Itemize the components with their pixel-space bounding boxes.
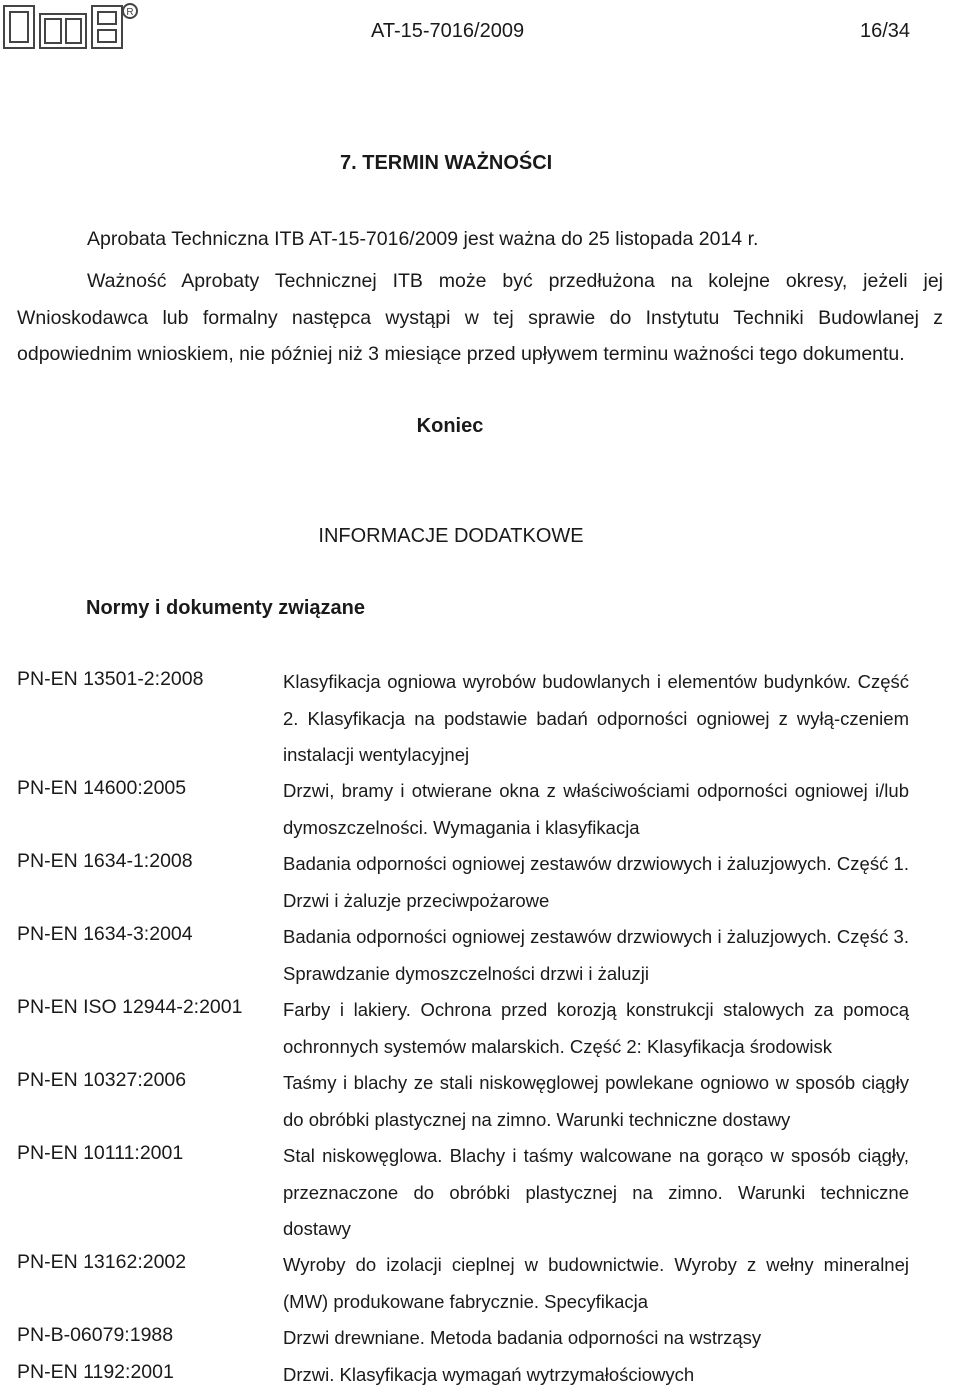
- norm-description: Farby i lakiery. Ochrona przed korozją konstrukcji stalowych za pomocą ochronnych systemów malarskich. Część 2: Klasyfikacja środowisk: [283, 999, 909, 1057]
- norm-code: PN-EN 13501-2:2008: [17, 668, 204, 690]
- norm-description: Klasyfikacja ogniowa wyrobów budowlanych i elementów budynków. Część 2. Klasyfikacja na podstawie badań odporności ogniowej z wyłą-czeniem instalacji wentylacyjnej: [283, 671, 909, 765]
- norm-code: PN-EN 14600:2005: [17, 777, 187, 799]
- validity-statement: Aprobata Techniczna ITB AT-15-7016/2009 jest ważna do 25 listopada 2014 r.: [87, 228, 759, 250]
- norm-description: Stal niskowęglowa. Blachy i taśmy walcowane na gorąco w sposób ciągły, przeznaczone do obróbki plastycznej na zimno. Warunki techniczne dostawy: [283, 1145, 909, 1239]
- norm-description: Drzwi, bramy i otwierane okna z właściwościami odporności ogniowej i/lub dymoszczelności. Wymagania i klasyfikacja: [283, 780, 909, 838]
- extension-paragraph: [17, 263, 943, 373]
- norm-code: PN-EN 1192:2001: [17, 1361, 174, 1383]
- norm-code: PN-EN ISO 12944-2:2001: [17, 996, 243, 1018]
- norm-code: PN-EN 1634-1:2008: [17, 850, 193, 872]
- itb-logo-icon: [2, 2, 138, 52]
- page-number: 16/34: [860, 20, 911, 42]
- norm-description: Badania odporności ogniowej zestawów drzwiowych i żaluzjowych. Część 3. Sprawdzanie dymoszczelności drzwi i żaluzji: [283, 926, 909, 984]
- norm-description: Taśmy i blachy ze stali niskowęglowej powlekane ogniowo w sposób ciągły do obróbki plastycznej na zimno. Warunki techniczne dostawy: [283, 1072, 909, 1130]
- norm-description: Wyroby do izolacji cieplnej w budownictwie. Wyroby z wełny mineralnej (MW) produkowane fabrycznie. Specyfikacja: [283, 1254, 909, 1312]
- section-title: 7. TERMIN WAŻNOŚCI: [340, 152, 553, 174]
- norms-heading: Normy i dokumenty związane: [86, 597, 365, 619]
- end-mark: Koniec: [416, 415, 484, 437]
- norm-description: Drzwi. Klasyfikacja wymagań wytrzymałościowych: [283, 1364, 695, 1385]
- norm-code: PN-B-06079:1988: [17, 1324, 174, 1346]
- norm-code: PN-EN 10327:2006: [17, 1069, 187, 1091]
- svg-text:R: R: [126, 7, 134, 18]
- document-number: AT-15-7016/2009: [371, 20, 525, 42]
- norm-code: PN-EN 10111:2001: [17, 1142, 184, 1164]
- norm-description: Badania odporności ogniowej zestawów drzwiowych i żaluzjowych. Część 1. Drzwi i żaluzje przeciwpożarowe: [283, 853, 909, 911]
- additional-info-title: INFORMACJE DODATKOWE: [318, 525, 584, 547]
- extension-paragraph-text: Ważność Aprobaty Technicznej ITB może być przedłużona na kolejne okresy, jeżeli jej Wnioskodawca lub formalny następca wystąpi w tej sprawie do Instytutu Techniki Budowlanej z odpowiednim wnioskiem, nie później niż 3 miesiące przed upływem terminu ważności tego dokumentu.: [17, 270, 943, 365]
- norm-code: PN-EN 13162:2002: [17, 1251, 187, 1273]
- norm-description: Drzwi drewniane. Metoda badania odporności na wstrząsy: [283, 1327, 762, 1348]
- norm-code: PN-EN 1634-3:2004: [17, 923, 193, 945]
